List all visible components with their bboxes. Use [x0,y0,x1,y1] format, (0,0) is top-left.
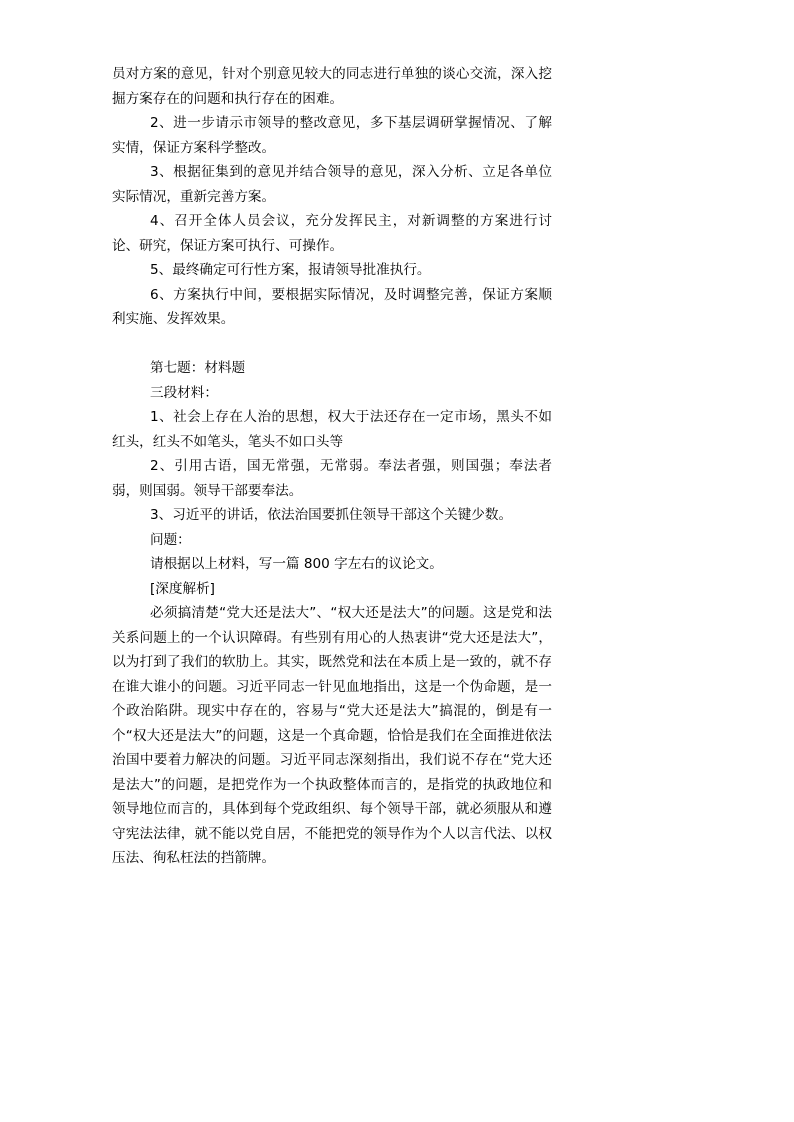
paragraph-step-2: 2、进一步请示市领导的整改意见，多下基层调研掌握情况、了解实情，保证方案科学整改。 [112,115,552,156]
analysis-heading: [深度解析] [150,580,215,597]
paragraph-step-4: 4、召开全体人员会议，充分发挥民主，对新调整的方案进行讨论、研究，保证方案可执行、可操作。 [112,213,552,254]
document-body [112,62,552,871]
paragraph-continuation: 员对方案的意见，针对个别意见较大的同志进行单独的谈心交流，深入挖掘方案存在的问题和执行存在的困难。 [112,66,552,107]
material-item-2: 2、引用古语，国无常强，无常弱。奉法者强，则国强；奉法者弱，则国弱。领导干部要奉法。 [112,458,552,499]
analysis-text: 必须搞清楚“党大还是法大”、“权大还是法大”的问题。这是党和法关系问题上的一个认识障碍。有些别有用心的人热衷讲“党大还是法大”，以为打到了我们的软肋上。其实，既然党和法在本质上是一致的，就不存在谁大谁小的问题。习近平同志一针见血地指出，这是一个伪命题，是一个政治陷阱。现实中存在的，容易与“党大还是法大”搞混的，倒是有一个“权大还是法大”的问题，这是一个真命题，恰恰是我们在全面推进依法治国中要着力解决的问题。习近平同志深刻指出，我们说不存在“党大还是法大”的问题，是把党作为一个执政整体而言的，是指党的执政地位和领导地位而言的，具体到每个党政组织、每个领导干部，就必须服从和遵守宪法法律，就不能以党自居，不能把党的领导作为个人以言代法、以权压法、徇私枉法的挡箭牌。 [112,605,552,866]
paragraph-step-5: 5、最终确定可行性方案，报请领导批准执行。 [150,262,431,278]
material-item-1: 1、社会上存在人治的思想，权大于法还存在一定市场，黑头不如红头，红头不如笔头，笔头不如口头等 [112,409,552,450]
section-title: 第七题：材料题 [150,360,246,376]
section-spacer [112,332,552,357]
paragraph-step-3: 3、根据征集到的意见并结合领导的意见，深入分析、立足各单位实际情况，重新完善方案。 [112,164,552,205]
question-heading: 问题： [150,531,191,548]
question-text: 请根据以上材料，写一篇 800 字左右的议论文。 [150,556,443,572]
paragraph-step-6: 6、方案执行中间，要根据实际情况，及时调整完善，保证方案顺利实施、发挥效果。 [112,286,552,327]
materials-heading: 三段材料： [150,384,218,401]
material-item-3: 3、习近平的讲话，依法治国要抓住领导干部这个关键少数。 [150,507,513,523]
